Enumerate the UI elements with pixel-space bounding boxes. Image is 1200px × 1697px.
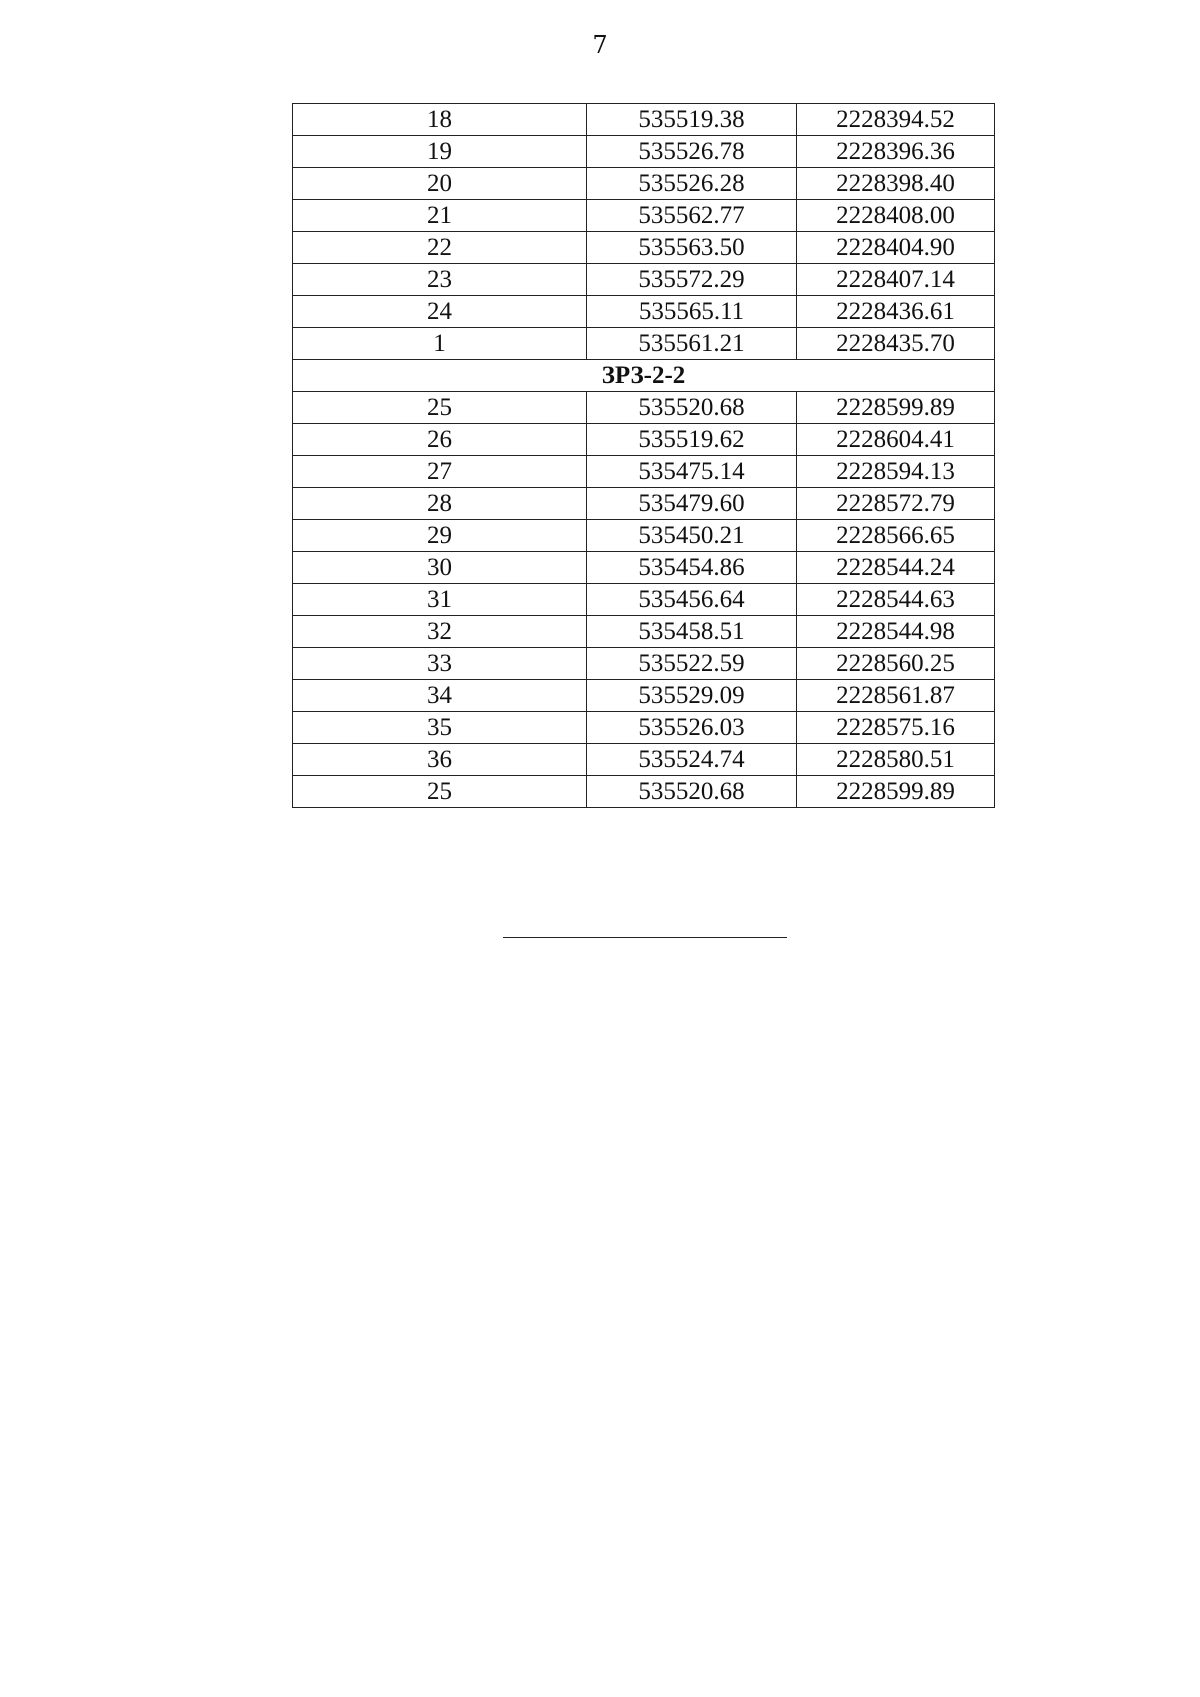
y-coordinate-cell: 2228560.25 — [797, 648, 995, 680]
table-row — [293, 648, 995, 680]
table-row — [293, 776, 995, 808]
y-coordinate-cell: 2228396.36 — [797, 136, 995, 168]
point-number-cell: 28 — [293, 488, 587, 520]
x-coordinate-cell: 535458.51 — [587, 616, 797, 648]
x-coordinate-cell: 535565.11 — [587, 296, 797, 328]
point-number-cell: 1 — [293, 328, 587, 360]
y-coordinate-cell: 2228394.52 — [797, 104, 995, 136]
y-coordinate-cell: 2228572.79 — [797, 488, 995, 520]
point-number-cell: 33 — [293, 648, 587, 680]
table-row — [293, 424, 995, 456]
y-coordinate-cell: 2228404.90 — [797, 232, 995, 264]
x-coordinate-cell: 535572.29 — [587, 264, 797, 296]
table-row — [293, 296, 995, 328]
point-number-cell: 32 — [293, 616, 587, 648]
y-coordinate-cell: 2228561.87 — [797, 680, 995, 712]
table-row — [293, 488, 995, 520]
point-number-cell: 18 — [293, 104, 587, 136]
point-number-cell: 25 — [293, 392, 587, 424]
table-row — [293, 200, 995, 232]
end-rule — [503, 937, 787, 938]
y-coordinate-cell: 2228599.89 — [797, 392, 995, 424]
coordinates-table — [292, 103, 995, 808]
x-coordinate-cell: 535524.74 — [587, 744, 797, 776]
table-row — [293, 744, 995, 776]
y-coordinate-cell: 2228407.14 — [797, 264, 995, 296]
x-coordinate-cell: 535522.59 — [587, 648, 797, 680]
y-coordinate-cell: 2228544.98 — [797, 616, 995, 648]
table-row — [293, 232, 995, 264]
x-coordinate-cell: 535563.50 — [587, 232, 797, 264]
x-coordinate-cell: 535450.21 — [587, 520, 797, 552]
point-number-cell: 35 — [293, 712, 587, 744]
x-coordinate-cell: 535454.86 — [587, 552, 797, 584]
point-number-cell: 24 — [293, 296, 587, 328]
table-row — [293, 168, 995, 200]
y-coordinate-cell: 2228594.13 — [797, 456, 995, 488]
point-number-cell: 29 — [293, 520, 587, 552]
point-number-cell: 27 — [293, 456, 587, 488]
point-number-cell: 30 — [293, 552, 587, 584]
y-coordinate-cell: 2228575.16 — [797, 712, 995, 744]
point-number-cell: 21 — [293, 200, 587, 232]
table-row — [293, 712, 995, 744]
x-coordinate-cell: 535519.38 — [587, 104, 797, 136]
y-coordinate-cell: 2228435.70 — [797, 328, 995, 360]
table-row — [293, 264, 995, 296]
page-number: 7 — [592, 31, 608, 59]
table-row — [293, 520, 995, 552]
x-coordinate-cell: 535526.03 — [587, 712, 797, 744]
point-number-cell: 26 — [293, 424, 587, 456]
x-coordinate-cell: 535475.14 — [587, 456, 797, 488]
y-coordinate-cell: 2228580.51 — [797, 744, 995, 776]
table-row — [293, 136, 995, 168]
coordinates-table-body — [293, 104, 995, 808]
table-row — [293, 328, 995, 360]
y-coordinate-cell: 2228544.63 — [797, 584, 995, 616]
y-coordinate-cell: 2228408.00 — [797, 200, 995, 232]
y-coordinate-cell: 2228604.41 — [797, 424, 995, 456]
table-row — [293, 616, 995, 648]
x-coordinate-cell: 535526.28 — [587, 168, 797, 200]
y-coordinate-cell: 2228436.61 — [797, 296, 995, 328]
y-coordinate-cell: 2228544.24 — [797, 552, 995, 584]
section-header-row — [293, 360, 995, 392]
table-row — [293, 456, 995, 488]
table-row — [293, 104, 995, 136]
point-number-cell: 36 — [293, 744, 587, 776]
point-number-cell: 22 — [293, 232, 587, 264]
y-coordinate-cell: 2228398.40 — [797, 168, 995, 200]
x-coordinate-cell: 535526.78 — [587, 136, 797, 168]
y-coordinate-cell: 2228599.89 — [797, 776, 995, 808]
point-number-cell: 31 — [293, 584, 587, 616]
table-row — [293, 392, 995, 424]
table-row — [293, 552, 995, 584]
x-coordinate-cell: 535479.60 — [587, 488, 797, 520]
table-row — [293, 584, 995, 616]
point-number-cell: 25 — [293, 776, 587, 808]
x-coordinate-cell: 535520.68 — [587, 392, 797, 424]
x-coordinate-cell: 535520.68 — [587, 776, 797, 808]
x-coordinate-cell: 535562.77 — [587, 200, 797, 232]
table-row — [293, 680, 995, 712]
x-coordinate-cell: 535529.09 — [587, 680, 797, 712]
x-coordinate-cell: 535456.64 — [587, 584, 797, 616]
section-title: ЗРЗ-2-2 — [293, 360, 995, 392]
point-number-cell: 23 — [293, 264, 587, 296]
point-number-cell: 19 — [293, 136, 587, 168]
point-number-cell: 20 — [293, 168, 587, 200]
point-number-cell: 34 — [293, 680, 587, 712]
x-coordinate-cell: 535519.62 — [587, 424, 797, 456]
y-coordinate-cell: 2228566.65 — [797, 520, 995, 552]
x-coordinate-cell: 535561.21 — [587, 328, 797, 360]
